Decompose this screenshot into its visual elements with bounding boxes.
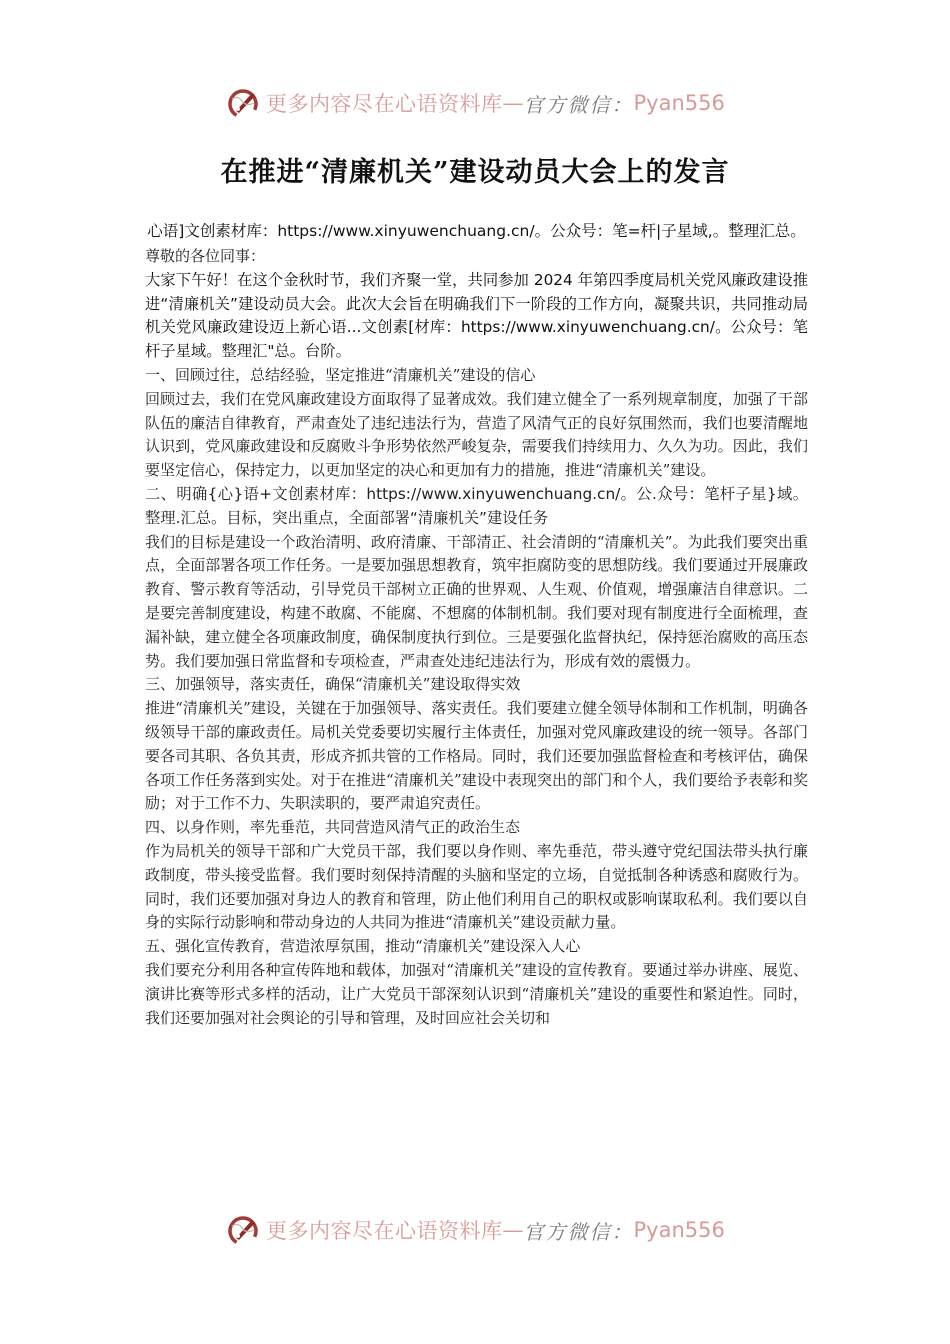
- section-heading: 三、加强领导，落实责任，确保“清廉机关”建设取得实效: [145, 675, 521, 694]
- header-banner: [226, 83, 726, 123]
- banner-official-label: 官方微信：: [523, 1219, 634, 1244]
- quill-pen-logo-icon: [226, 1212, 262, 1248]
- banner-slogan: 更多内容尽在心语资料库: [266, 1219, 503, 1243]
- banner-wechat-id: Pyan556: [633, 1218, 725, 1242]
- section-body: 推进“清廉机关”建设，关键在于加强领导、落实责任。我们要建立健全领导体制和工作机制，明确各级领导干部的廉政责任。局机关党委要切实履行主体责任，加强对党风廉政建设的统一领导。各部门要各司其职、各负其责，形成齐抓共管的工作格局。同时，我们还要加强监督检查和考核评估，确保各项工作任务落到实处。对于在推进“清廉机关”建设中表现突出的部门和个人，我们要给予表彰和奖励；对于工作不力、失职渎职的，要严肃追究责任。: [145, 699, 808, 813]
- source-note: 心语]文创素材库：https://www.xinyuwenchuang.cn/。公众号：笔=杆|子星域,。整理汇总。: [147, 222, 806, 240]
- section-heading: 二、明确{心}语+文创素材库：https://www.xinyuwenchuang.cn/。公.众号：笔杆子星}域。整理.汇总。目标，突出重点，全面部署“清廉机关”建设任务: [145, 484, 808, 527]
- banner-dash: —: [502, 1218, 524, 1242]
- section-heading: 四、以身作则，率先垂范，共同营造风清气正的政治生态: [145, 818, 521, 837]
- section-body: 作为局机关的领导干部和广大党员干部，我们要以身作则、率先垂范，带头遵守党纪国法带头执行廉政制度，带头接受监督。我们要时刻保持清醒的头脑和坚定的立场，自觉抵制各种诱惑和腐败行为。同时，我们还要加强对身边人的教育和管理，防止他们利用自己的职权或影响谋取私利。我们要以自身的实际行动影响和带动身边的人共同为推进“清廉机关”建设贡献力量。: [145, 841, 808, 932]
- document-body: [145, 219, 808, 1030]
- quill-pen-logo-icon: [226, 85, 262, 121]
- footer-banner: [226, 1210, 726, 1250]
- section-body: 我们的目标是建设一个政治清明、政府清廉、干部清正、社会清朗的“清廉机关”。为此我们要突出重点，全面部署各项工作任务。一是要加强思想教育，筑牢拒腐防变的思想防线。我们要通过开展廉政教育、警示教育等活动，引导党员干部树立正确的世界观、人生观、价值观，增强廉洁自律意识。二是要完善制度建设，构建不敢腐、不能腐、不想腐的体制机制。我们要对现有制度进行全面梳理，查漏补缺，建立健全各项廉政制度，确保制度执行到位。三是要强化监督执纪，保持惩治腐败的高压态势。我们要加强日常监督和专项检查，严肃查处违纪违法行为，形成有效的震慑力。: [145, 532, 808, 670]
- banner-wechat-id: Pyan556: [633, 91, 725, 115]
- section-heading: 五、强化宣传教育，营造浓厚氛围，推动“清廉机关”建设深入人心: [145, 937, 581, 956]
- section-body: 回顾过去，我们在党风廉政建设方面取得了显著成效。我们建立健全了一系列规章制度，加强了干部队伍的廉洁自律教育，严肃查处了违纪违法行为，营造了风清气正的良好氛围然而，我们也要清醒地认识到，党风廉政建设和反腐败斗争形势依然严峻复杂，需要我们持续用力、久久为功。因此，我们要坚定信心，保持定力，以更加坚定的决心和更加有力的措施，推进“清廉机关”建设。: [145, 389, 808, 480]
- banner-official-label: 官方微信：: [523, 92, 634, 117]
- intro-paragraph: 大家下午好！在这个金秋时节，我们齐聚一堂，共同参加 2024 年第四季度局机关党风廉政建设推进“清廉机关”建设动员大会。此次大会旨在明确我们下一阶段的工作方向，凝聚共识，共同推动局机关党风廉政建设迈上新心语...文创素[材库：https://www.xinyuwenchuang.cn/。公众号：笔杆子星域。整理汇"总。台阶。: [145, 270, 808, 361]
- section-heading: 一、回顾过往，总结经验，坚定推进“清廉机关”建设的信心: [145, 365, 536, 384]
- document-title: 在推进“清廉机关”建设动员大会上的发言: [220, 157, 730, 188]
- salutation: 尊敬的各位同事：: [145, 247, 266, 265]
- section-body: 我们要充分利用各种宣传阵地和载体，加强对“清廉机关”建设的宣传教育。要通过举办讲座、展览、演讲比赛等形式多样的活动，让广大党员干部深刻认识到“清廉机关”建设的重要性和紧迫性。同时，我们还要加强对社会舆论的引导和管理，及时回应社会关切和: [145, 960, 808, 1027]
- banner-slogan: 更多内容尽在心语资料库: [266, 92, 503, 116]
- banner-dash: —: [502, 91, 524, 115]
